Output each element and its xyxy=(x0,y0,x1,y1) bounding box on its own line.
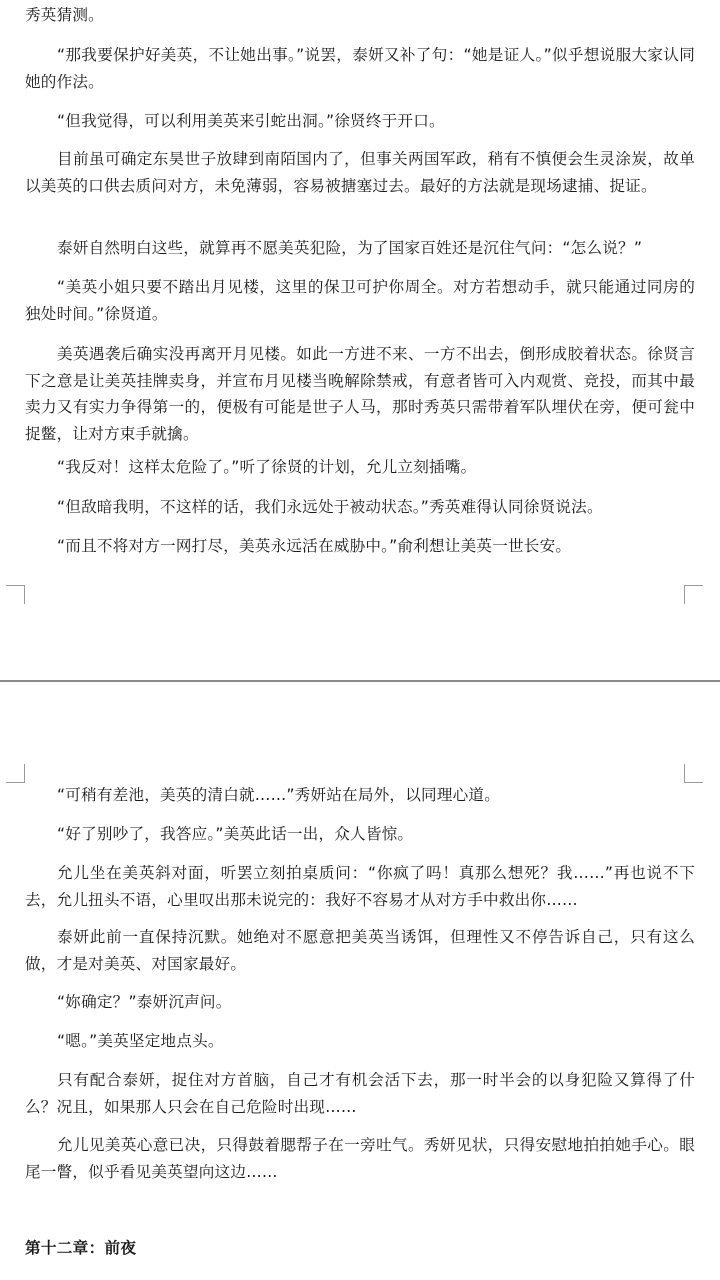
paragraph: 目前虽可确定东昊世子放肆到南陌国内了，但事关两国军政，稍有不慎便会生灵涂炭，故单以美英的口供去质问对方，未免薄弱，容易被搪塞过去。最好的方法就是现场逮捕、捉证。 xyxy=(25,150,695,195)
paragraph: “美英小姐只要不踏出月见楼，这里的保卫可护你周全。对方若想动手，就只能通过同房的独处时间。”徐贤道。 xyxy=(25,278,695,323)
page-corner-mark xyxy=(684,764,703,783)
page-corner-mark xyxy=(6,764,25,783)
paragraph: 只有配合泰妍，捉住对方首脑，自己才有机会活下去，那一时半会的以身犯险又算得了什么？况且，如果那人只会在自己危险时出现…… xyxy=(25,1071,695,1116)
paragraph: “但敌暗我明，不这样的话，我们永远处于被动状态。”秀英难得认同徐贤说法。 xyxy=(57,498,603,516)
paragraph: “但我觉得，可以利用美英来引蛇出洞。”徐贤终于开口。 xyxy=(57,112,445,130)
paragraph: “嗯。”美英坚定地点头。 xyxy=(57,1032,224,1050)
page-corner-mark xyxy=(684,585,703,604)
paragraph: “而且不将对方一网打尽，美英永远活在威胁中。”俞利想让美英一世长安。 xyxy=(57,537,572,555)
chapter-heading: 第十二章：前夜 xyxy=(25,1239,137,1257)
paragraph: 秀英猜测。 xyxy=(25,6,104,24)
document-page-2 xyxy=(0,682,720,1280)
paragraph: “好了别吵了，我答应。”美英此话一出，众人皆惊。 xyxy=(57,825,414,843)
paragraph: 泰妍此前一直保持沉默。她绝对不愿意把美英当诱饵，但理性又不停告诉自己，只有这么做，才是对美英、对国家最好。 xyxy=(25,928,695,973)
paragraph: 泰妍自然明白这些，就算再不愿美英犯险，为了国家百姓还是沉住气问：“怎么说？” xyxy=(57,239,643,257)
paragraph: 允儿见美英心意已决，只得鼓着腮帮子在一旁吐气。秀妍见状，只得安慰地拍拍她手心。眼尾一瞥，似乎看见美英望向这边…… xyxy=(25,1136,695,1181)
paragraph: “我反对！这样太危险了。”听了徐贤的计划，允儿立刻插嘴。 xyxy=(57,458,477,476)
paragraph: 美英遇袭后确实没再离开月见楼。如此一方进不来、一方不出去，倒形成胶着状态。徐贤言下之意是让美英挂牌卖身，并宣布月见楼当晚解除禁戒，有意者皆可入内观赏、竞投，而其中最卖力又有实力争得第一的，便极有可能是世子人马，那时秀英只需带着军队埋伏在旁，便可瓮中捉鳖，让对方束手就擒。 xyxy=(25,345,695,443)
paragraph: “那我要保护好美英，不让她出事。”说罢，泰妍又补了句：“她是证人。”似乎想说服大家认同她的作法。 xyxy=(25,46,695,91)
paragraph: “可稍有差池，美英的清白就……”秀妍站在局外，以同理心道。 xyxy=(57,786,500,804)
paragraph: 允儿坐在美英斜对面，听罢立刻拍桌质问：“你疯了吗！真那么想死？我……”再也说不下去，允儿扭头不语，心里叹出那未说完的：我好不容易才从对方手中救出你…… xyxy=(25,864,695,909)
page-corner-mark xyxy=(6,585,25,604)
paragraph: “妳确定？”泰妍沉声问。 xyxy=(57,993,232,1011)
